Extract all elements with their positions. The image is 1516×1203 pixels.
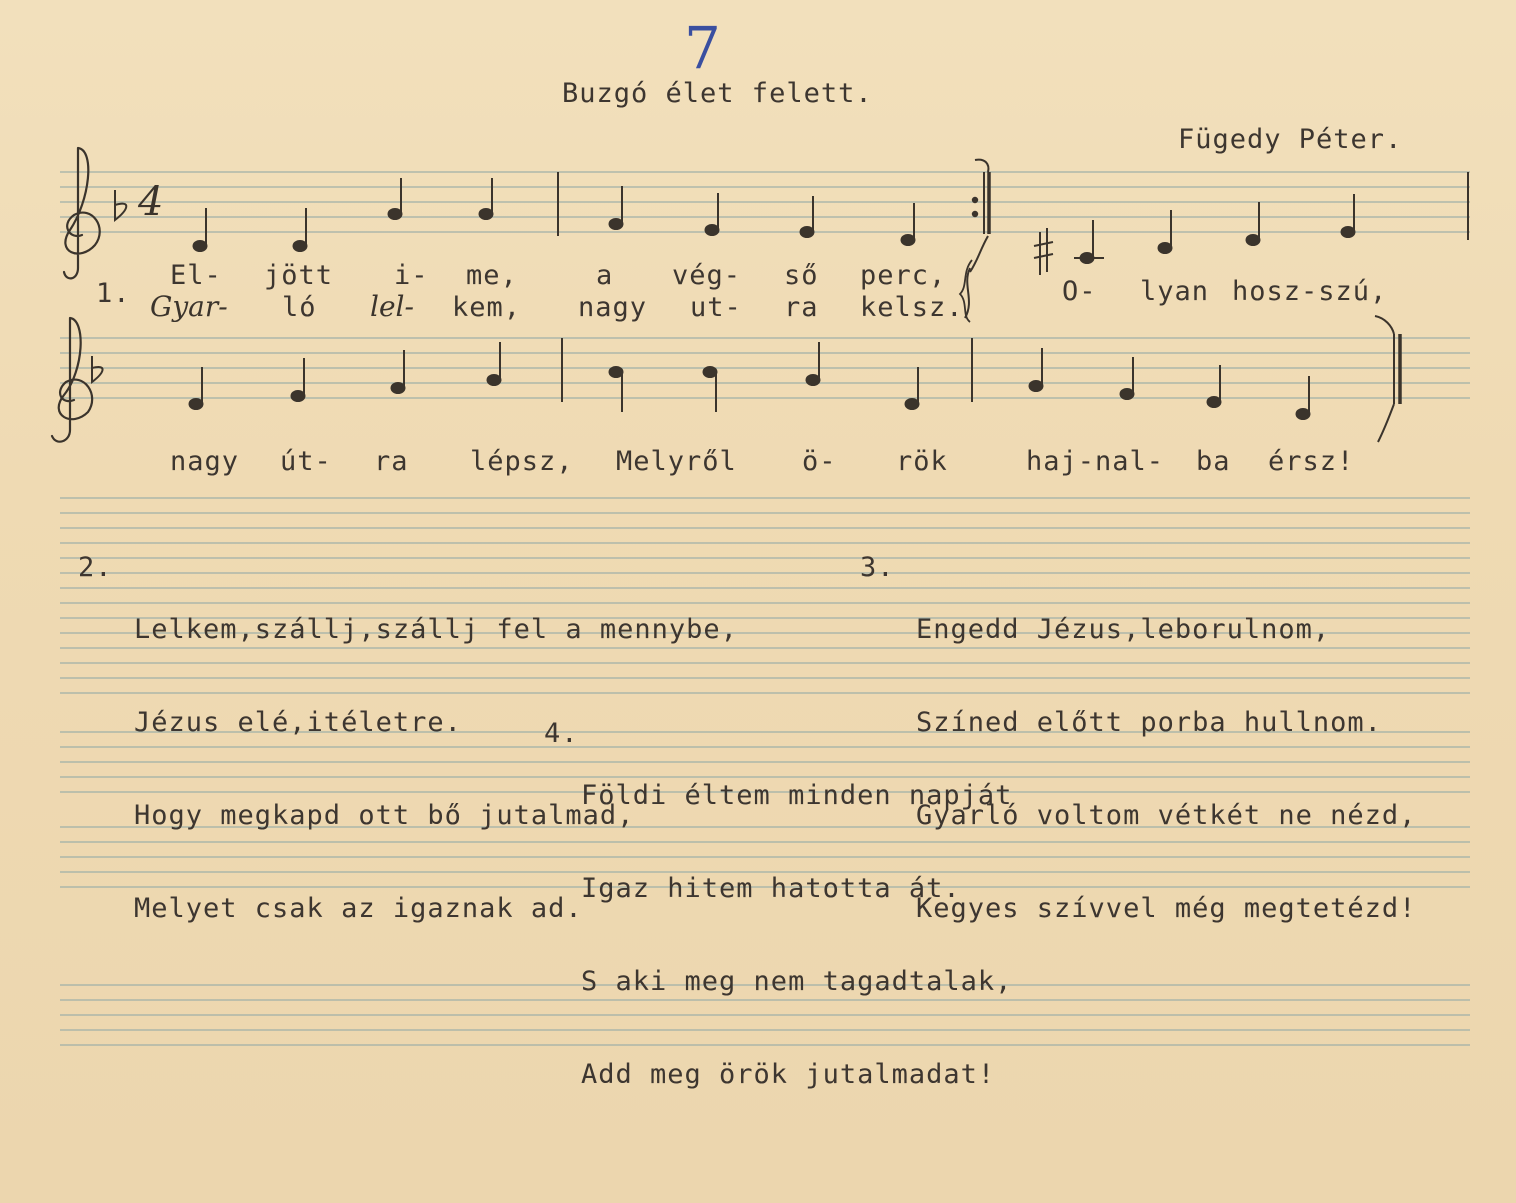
- lyric-syllable: ut-: [690, 292, 742, 323]
- system2-notes: [190, 334, 1401, 419]
- lyric-syllable: ső: [784, 260, 819, 291]
- lyric-syllable: me,: [466, 260, 518, 291]
- verse-line: S aki meg nem tagadtalak,: [581, 966, 1013, 997]
- verse-line: Gyarló voltom vétkét ne nézd,: [916, 800, 1417, 831]
- lyric-syllable: ba: [1196, 446, 1231, 477]
- verse-line: Színed előtt porba hullnom.: [916, 707, 1382, 738]
- lyric-syllable: út-: [280, 446, 332, 477]
- lyric-syllable: lel-: [370, 290, 414, 323]
- lyric-syllable: vég-: [672, 260, 742, 291]
- verse-line: Földi éltem minden napját: [581, 780, 1013, 811]
- lyric-syllable: kelsz.: [860, 292, 964, 323]
- lyric-syllable: Gyar-: [150, 290, 228, 323]
- verse-number-4: 4.: [544, 718, 579, 749]
- lyric-syllable: perc,: [860, 260, 947, 291]
- time-signature: 4: [138, 179, 164, 225]
- verse-line: Add meg örök jutalmadat!: [581, 1059, 996, 1090]
- lyric-syllable: jött: [264, 260, 334, 291]
- verse-number-3: 3.: [860, 552, 895, 583]
- lyric-syllable: a: [596, 260, 614, 291]
- treble-clef-1: [64, 148, 100, 278]
- verse-line: Kegyes szívvel még megtetézd!: [916, 893, 1417, 924]
- lyric-syllable: ra: [784, 292, 819, 323]
- verse-line: Lelkem,szállj,szállj fel a mennybe,: [134, 614, 738, 645]
- composer-name: Fügedy Péter.: [1178, 124, 1403, 155]
- lyric-syllable: érsz!: [1268, 446, 1355, 477]
- lyric-syllable: haj-nal-: [1026, 446, 1165, 477]
- lyric-syllable: kem,: [452, 292, 522, 323]
- verse-number-2: 2.: [78, 552, 113, 583]
- lyric-syllable: lyan: [1140, 276, 1210, 307]
- lyric-syllable: ra: [374, 446, 409, 477]
- page-number: 7: [684, 14, 721, 82]
- verse-line: Engedd Jézus,leborulnom,: [916, 614, 1331, 645]
- verse-number-1: 1.: [96, 278, 131, 309]
- song-title: Buzgó élet felett.: [562, 78, 873, 109]
- lyric-syllable: i-: [394, 260, 429, 291]
- lyric-syllable: Melyről: [616, 446, 737, 477]
- lyric-syllable: nagy: [578, 292, 648, 323]
- lyric-syllable: ló: [282, 292, 317, 323]
- flat-sign-2: [92, 356, 103, 382]
- treble-clef-2: [52, 318, 92, 442]
- lyric-syllable: ö-: [802, 446, 837, 477]
- verse-line: Igaz hitem hatotta át.: [581, 873, 961, 904]
- sharp-sign: [1034, 228, 1053, 275]
- lyric-syllable: El-: [170, 260, 222, 291]
- lyric-syllable: lépsz,: [470, 446, 574, 477]
- verse-line: Hogy megkapd ott bő jutalmad,: [134, 800, 635, 831]
- verse-4: [581, 718, 1012, 1121]
- flat-sign-1: [115, 190, 126, 220]
- lyric-syllable: nagy: [170, 446, 240, 477]
- verse-line: Jézus elé,itéletre.: [134, 707, 462, 738]
- lyric-syllable: hosz-szú,: [1232, 276, 1388, 307]
- verse-line: Melyet csak az igaznak ad.: [134, 893, 583, 924]
- lyric-syllable: rök: [896, 446, 948, 477]
- end-bracket: [1375, 316, 1394, 442]
- lyric-syllable: O-: [1062, 276, 1097, 307]
